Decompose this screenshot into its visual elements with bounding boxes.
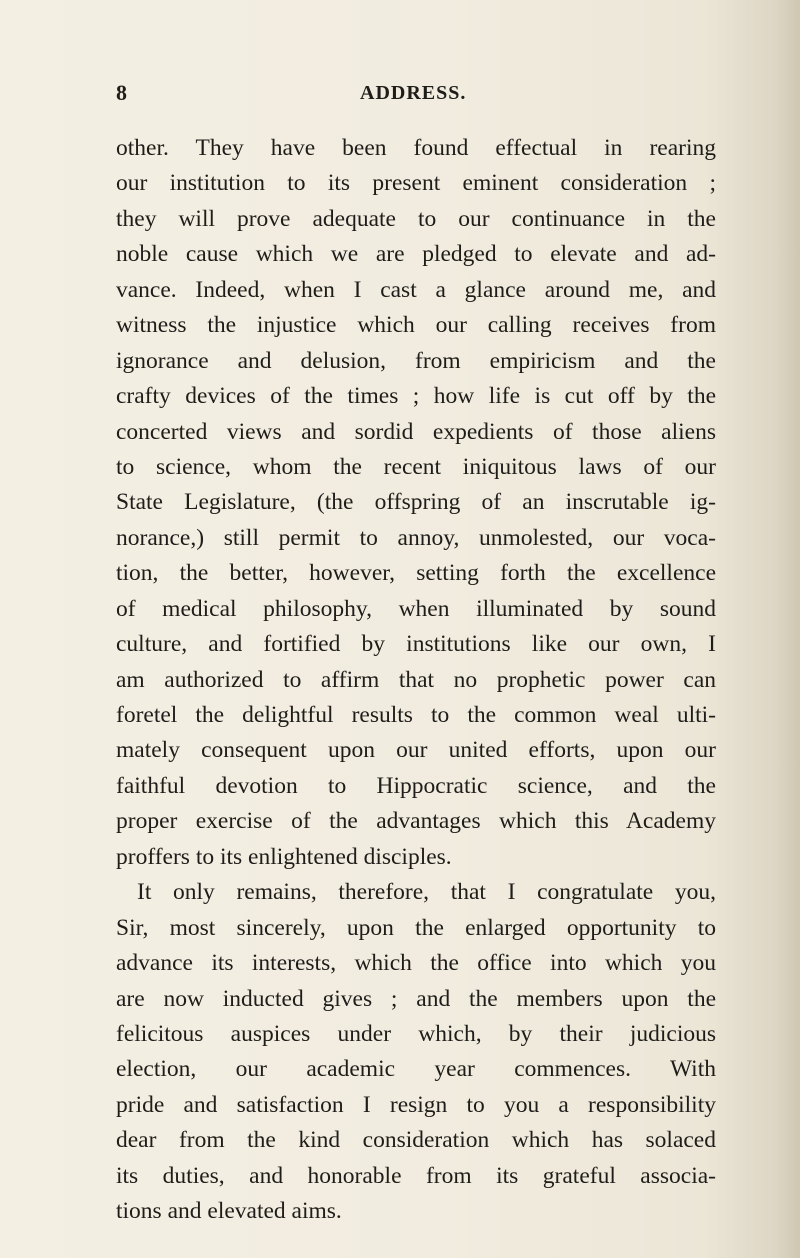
text-line: vance. Indeed, when I cast a glance around me, and xyxy=(116,276,716,303)
text-line: concerted views and sordid expedients of those aliens xyxy=(116,418,716,445)
text-line: of medical philosophy, when illuminated by sound xyxy=(116,595,716,622)
text-line: other. They have been found effectual in rearing xyxy=(116,135,716,161)
text-line: It only remains, therefore, that I congratulate you, xyxy=(137,879,716,906)
text-line: advance its interests, which the office into which you xyxy=(116,950,716,977)
text-line: witness the injustice which our calling receives from xyxy=(116,312,716,339)
text-line: noble cause which we are pledged to elevate and ad- xyxy=(116,241,716,268)
text-line: felicitous auspices under which, by their judicious xyxy=(116,1020,716,1047)
text-line: proper exercise of the advantages which this Academy xyxy=(116,808,716,835)
text-line: our institution to its present eminent consideration ; xyxy=(116,170,716,197)
text-line: crafty devices of the times ; how life is cut off by the xyxy=(116,383,716,410)
text-line: ignorance and delusion, from empiricism and the xyxy=(116,347,716,374)
text-line: dear from the kind consideration which has solaced xyxy=(116,1127,716,1154)
text-line: pride and satisfaction I resign to you a responsibility xyxy=(116,1091,716,1118)
body-text xyxy=(116,131,716,1230)
text-line: faithful devotion to Hippocratic science, and the xyxy=(116,772,716,799)
text-line: are now inducted gives ; and the members upon the xyxy=(116,985,716,1012)
text-line: tion, the better, however, setting forth the excellence xyxy=(116,560,716,587)
text-line: norance,) still permit to annoy, unmolested, our voca- xyxy=(116,524,716,551)
text-line: proffers to its enlightened disciples. xyxy=(116,843,452,870)
text-line: Sir, most sincerely, upon the enlarged opportunity to xyxy=(116,914,716,941)
text-line: election, our academic year commences. With xyxy=(116,1056,716,1083)
text-line: culture, and fortified by institutions like our own, I xyxy=(116,631,716,658)
text-line: to science, whom the recent iniquitous laws of our xyxy=(116,453,716,480)
text-line: its duties, and honorable from its grateful associa- xyxy=(116,1162,716,1189)
text-line: mately consequent upon our united efforts, upon our xyxy=(116,737,716,764)
text-line: State Legislature, (the offspring of an inscrutable ig- xyxy=(116,489,716,516)
text-line: they will prove adequate to our continuance in the xyxy=(116,205,716,232)
text-line: am authorized to affirm that no prophetic power can xyxy=(116,666,716,693)
text-line: tions and elevated aims. xyxy=(116,1198,342,1225)
page-number: 8 xyxy=(116,80,127,105)
running-head: ADDRESS. xyxy=(360,82,467,104)
text-line: foretel the delightful results to the common weal ulti- xyxy=(116,702,716,728)
